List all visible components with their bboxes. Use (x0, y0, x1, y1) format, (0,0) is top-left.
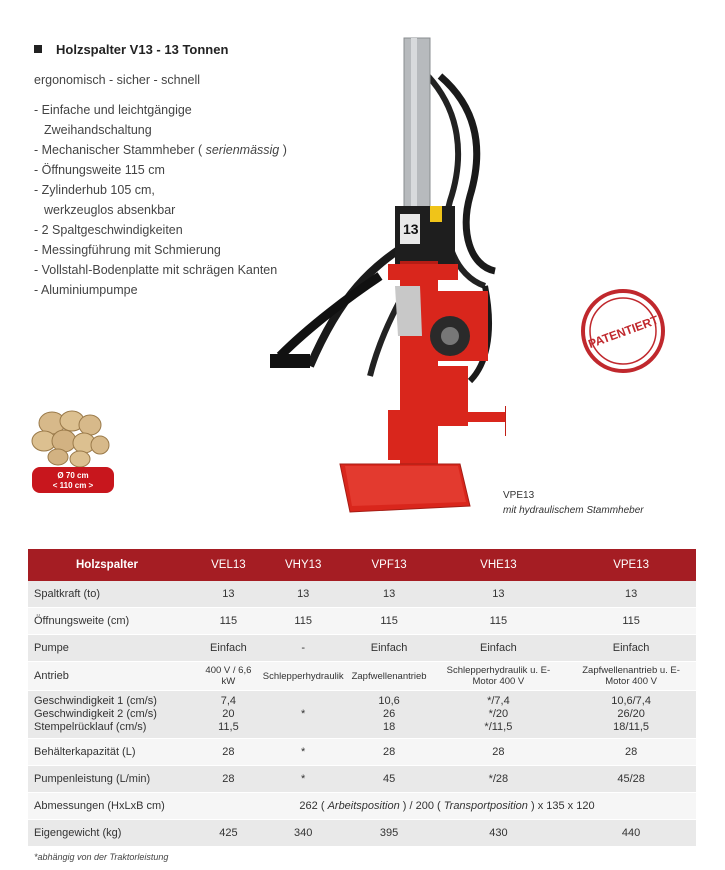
table-row (28, 608, 696, 635)
image-caption (503, 488, 644, 518)
table-header-model: VHY13 (259, 549, 348, 581)
table-cell: 45 (348, 766, 431, 793)
table-row (28, 766, 696, 793)
table-cell: Einfach (566, 635, 696, 662)
table-header-model: VHE13 (431, 549, 567, 581)
table-cell: 13 (348, 581, 431, 608)
table-row (28, 691, 696, 739)
table-cell: 425 (198, 820, 259, 847)
feature-item: - Aluminiumpumpe (34, 283, 138, 297)
table-cell: * (259, 691, 348, 739)
table-cell: 13 (259, 581, 348, 608)
row-label: Pumpenleistung (L/min) (28, 766, 198, 793)
caption-desc: mit hydraulischem Stammheber (503, 505, 644, 516)
table-cell: Schlepperhydraulik u. E-Motor 400 V (431, 662, 567, 691)
table-cell: 115 (431, 608, 567, 635)
table-cell: 28 (348, 739, 431, 766)
table-header-model: VEL13 (198, 549, 259, 581)
table-cell: 28 (198, 739, 259, 766)
table-row (28, 635, 696, 662)
patent-stamp-text: PATENTIERT (586, 312, 661, 352)
table-row (28, 739, 696, 766)
log-length-text: < 110 cm > (52, 481, 94, 490)
footnote: *abhängig von der Traktorleistung (34, 852, 169, 862)
table-cell: 45/28 (566, 766, 696, 793)
feature-item: - Vollstahl-Bodenplatte mit schrägen Kanten (34, 263, 278, 277)
product-title: Holzspalter V13 - 13 Tonnen (34, 42, 228, 57)
table-cell: Zapfwellenantrieb (348, 662, 431, 691)
log-splitter-image (270, 36, 506, 526)
table-cell: 10,6/7,4 26/20 18/11,5 (566, 691, 696, 739)
table-cell: 28 (431, 739, 567, 766)
table-cell: * (259, 739, 348, 766)
feature-item: - Öffnungsweite 115 cm (34, 163, 165, 177)
table-cell: */28 (431, 766, 567, 793)
table-header-model: VPF13 (348, 549, 431, 581)
table-header-label: Holzspalter (28, 549, 198, 581)
table-cell: Einfach (198, 635, 259, 662)
row-label: Pumpe (28, 635, 198, 662)
table-header-row (28, 549, 696, 581)
table-cell: 115 (198, 608, 259, 635)
feature-item: - Mechanischer Stammheber ( serienmässig ) (34, 143, 287, 157)
table-cell: 13 (566, 581, 696, 608)
table-cell: - (259, 635, 348, 662)
table-row (28, 820, 696, 847)
feature-item: - 2 Spaltgeschwindigkeiten (34, 223, 183, 237)
table-cell: 13 (198, 581, 259, 608)
caption-model: VPE13 (503, 490, 535, 501)
table-row (28, 793, 696, 820)
product-subtitle: ergonomisch - sicher - schnell (34, 73, 201, 87)
feature-item: - Messingführung mit Schmierung (34, 243, 221, 257)
table-row (28, 662, 696, 691)
patent-stamp (579, 287, 667, 375)
table-cell: * (259, 766, 348, 793)
table-cell: 115 (259, 608, 348, 635)
table-cell: Zapfwellenantrieb u. E-Motor 400 V (566, 662, 696, 691)
feature-item: - Zylinderhub 105 cm, werkzeuglos absenkbar (34, 183, 176, 217)
table-cell: 430 (431, 820, 567, 847)
table-cell: Einfach (348, 635, 431, 662)
row-label: Geschwindigkeit 1 (cm/s) Geschwindigkeit 2 (cm/s) Stempelrücklauf (cm/s) (28, 691, 198, 739)
table-header-model: VPE13 (566, 549, 696, 581)
table-cell: 440 (566, 820, 696, 847)
logs-badge-image (28, 403, 118, 495)
table-cell: 115 (348, 608, 431, 635)
spec-table (28, 549, 696, 847)
table-cell: Schlepperhydraulik (259, 662, 348, 691)
table-cell: */7,4 */20 */11,5 (431, 691, 567, 739)
row-label: Antrieb (28, 662, 198, 691)
table-cell: 28 (198, 766, 259, 793)
log-diameter-text: Ø 70 cm (57, 471, 89, 480)
machine-number: 13 (403, 221, 419, 237)
feature-list (34, 100, 287, 300)
table-cell: 7,4 20 11,5 (198, 691, 259, 739)
row-label: Abmessungen (HxLxB cm) (28, 793, 198, 820)
table-cell: 13 (431, 581, 567, 608)
row-label: Öffnungsweite (cm) (28, 608, 198, 635)
table-cell-dimensions: 262 ( Arbeitsposition ) / 200 ( Transportposition ) x 135 x 120 (198, 793, 696, 820)
table-cell: 340 (259, 820, 348, 847)
table-row (28, 581, 696, 608)
row-label: Behälterkapazität (L) (28, 739, 198, 766)
table-cell: 115 (566, 608, 696, 635)
table-cell: 28 (566, 739, 696, 766)
row-label: Eigengewicht (kg) (28, 820, 198, 847)
bullet-square-icon (34, 45, 42, 53)
table-cell: 10,6 26 18 (348, 691, 431, 739)
table-cell: Einfach (431, 635, 567, 662)
row-label: Spaltkraft (to) (28, 581, 198, 608)
table-cell: 395 (348, 820, 431, 847)
feature-item: - Einfache und leichtgängige Zweihandschaltung (34, 103, 192, 137)
table-cell: 400 V / 6,6 kW (198, 662, 259, 691)
